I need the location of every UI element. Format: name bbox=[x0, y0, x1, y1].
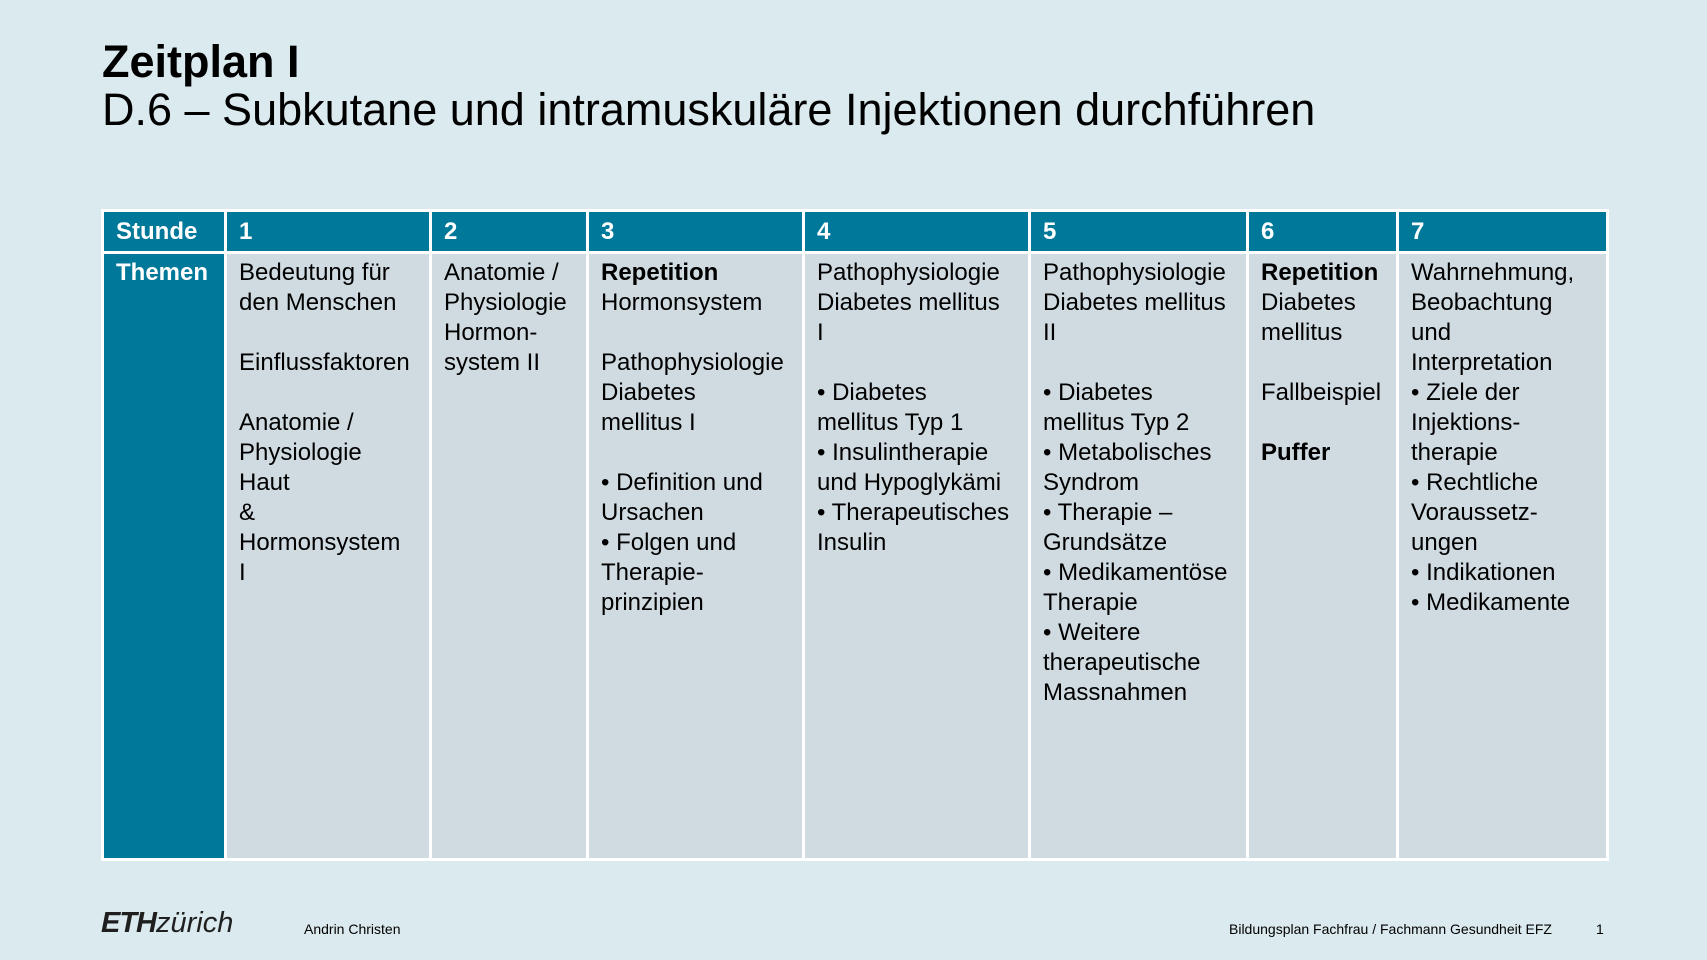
slide-subtitle: D.6 – Subkutane und intramuskuläre Injektionen durchführen bbox=[102, 84, 1316, 135]
topic-line bbox=[239, 318, 421, 348]
row-label: Themen bbox=[103, 253, 226, 860]
topic-line: Therapie- bbox=[601, 559, 704, 586]
topic-line: Diabetes bbox=[1261, 289, 1356, 316]
topic-line: mellitus Typ 1 bbox=[817, 409, 964, 436]
hour-6-header: 6 bbox=[1248, 211, 1398, 253]
topic-line: Syndrom bbox=[1043, 469, 1140, 496]
topic-line: Bedeutung für bbox=[239, 259, 390, 286]
topic-line: & bbox=[239, 499, 256, 526]
topic-line: ungen bbox=[1411, 529, 1478, 556]
topic-line: • Indikationen bbox=[1411, 559, 1556, 586]
topics-cell-hour-5 bbox=[1030, 253, 1248, 860]
topic-line: • Therapeutisches bbox=[817, 499, 1010, 526]
logo-zurich-text: zürich bbox=[156, 907, 234, 939]
topic-line: Pathophysiologie bbox=[1043, 259, 1226, 286]
topic-line: Diabetes bbox=[601, 379, 696, 406]
topic-line: • Metabolisches bbox=[1043, 439, 1212, 466]
hour-7-header: 7 bbox=[1398, 211, 1608, 253]
topic-line: Einflussfaktoren bbox=[239, 349, 410, 376]
topic-line bbox=[817, 348, 1020, 378]
topic-line: und bbox=[1411, 319, 1452, 346]
topic-line: • Medikamentöse bbox=[1043, 559, 1228, 586]
topics-cell-hour-3 bbox=[588, 253, 804, 860]
topic-line: • Diabetes bbox=[1043, 379, 1153, 406]
topic-line: Grundsätze bbox=[1043, 529, 1168, 556]
topic-line: Injektions- bbox=[1411, 409, 1521, 436]
hour-5-header: 5 bbox=[1030, 211, 1248, 253]
topic-line: Physiologie bbox=[444, 289, 567, 316]
topic-line: I bbox=[817, 319, 824, 346]
topic-line: prinzipien bbox=[601, 589, 704, 616]
header-row bbox=[103, 211, 1608, 253]
topic-line: • Weitere bbox=[1043, 619, 1141, 646]
topic-line: Insulin bbox=[817, 529, 887, 556]
topic-line: • Medikamente bbox=[1411, 589, 1571, 616]
topic-line bbox=[1043, 348, 1238, 378]
topic-line: Physiologie bbox=[239, 439, 362, 466]
slide-title: Zeitplan I bbox=[102, 36, 300, 87]
topic-line: Anatomie / bbox=[239, 409, 354, 436]
topic-line: Haut bbox=[239, 469, 290, 496]
hour-4-header: 4 bbox=[804, 211, 1030, 253]
topic-line: Ursachen bbox=[601, 499, 704, 526]
topic-line: Voraussetz- bbox=[1411, 499, 1538, 526]
eth-zurich-logo bbox=[101, 906, 233, 940]
topics-row bbox=[103, 253, 1608, 860]
footer-course: Bildungsplan Fachfrau / Fachmann Gesundheit EFZ bbox=[1229, 921, 1552, 937]
topic-line bbox=[1261, 408, 1388, 438]
topic-line: I bbox=[239, 559, 246, 586]
topic-line: Repetition bbox=[601, 259, 719, 286]
topic-line: Interpretation bbox=[1411, 349, 1553, 376]
topic-line: Puffer bbox=[1261, 439, 1331, 466]
footer-author: Andrin Christen bbox=[304, 921, 401, 937]
topic-line bbox=[239, 378, 421, 408]
topic-line: und Hypoglykämi bbox=[817, 469, 1002, 496]
topic-line: Therapie bbox=[1043, 589, 1138, 616]
topic-line: Hormonsystem bbox=[601, 289, 763, 316]
topic-line: • Folgen und bbox=[601, 529, 737, 556]
topic-line: II bbox=[1043, 319, 1057, 346]
topics-cell-hour-2 bbox=[431, 253, 588, 860]
topic-line: • Rechtliche bbox=[1411, 469, 1539, 496]
topic-line: mellitus Typ 2 bbox=[1043, 409, 1190, 436]
topic-line: Massnahmen bbox=[1043, 679, 1188, 706]
page-number: 1 bbox=[1596, 921, 1604, 937]
hour-3-header: 3 bbox=[588, 211, 804, 253]
topic-line bbox=[601, 318, 794, 348]
topic-line: Pathophysiologie bbox=[817, 259, 1000, 286]
topic-line: system II bbox=[444, 349, 541, 376]
topics-cell-hour-7 bbox=[1398, 253, 1608, 860]
header-label: Stunde bbox=[103, 211, 226, 253]
topic-line: • Diabetes bbox=[817, 379, 927, 406]
topic-line: therapeutische bbox=[1043, 649, 1201, 676]
topic-line: Diabetes mellitus bbox=[817, 289, 1000, 316]
topic-line bbox=[601, 438, 794, 468]
topic-line: mellitus I bbox=[601, 409, 696, 436]
topics-cell-hour-1 bbox=[226, 253, 431, 860]
topic-line: Hormonsystem bbox=[239, 529, 401, 556]
topic-line: Diabetes mellitus bbox=[1043, 289, 1226, 316]
topics-cell-hour-6 bbox=[1248, 253, 1398, 860]
hour-1-header: 1 bbox=[226, 211, 431, 253]
topic-line: den Menschen bbox=[239, 289, 397, 316]
topic-line: therapie bbox=[1411, 439, 1498, 466]
schedule-table bbox=[101, 209, 1609, 861]
topic-line: Fallbeispiel bbox=[1261, 379, 1382, 406]
topic-line: Repetition bbox=[1261, 259, 1379, 286]
topic-line: Beobachtung bbox=[1411, 289, 1553, 316]
topic-line: • Ziele der bbox=[1411, 379, 1520, 406]
topic-line: Wahrnehmung, bbox=[1411, 259, 1575, 286]
topic-line: Hormon- bbox=[444, 319, 538, 346]
hour-2-header: 2 bbox=[431, 211, 588, 253]
topic-line: • Therapie – bbox=[1043, 499, 1173, 526]
topic-line: • Definition und bbox=[601, 469, 763, 496]
topic-line: Anatomie / bbox=[444, 259, 559, 286]
logo-eth-text: ETH bbox=[101, 907, 156, 939]
topic-line: • Insulintherapie bbox=[817, 439, 989, 466]
topic-line: mellitus bbox=[1261, 319, 1343, 346]
topics-cell-hour-4 bbox=[804, 253, 1030, 860]
topic-line bbox=[1261, 348, 1388, 378]
topic-line: Pathophysiologie bbox=[601, 349, 784, 376]
